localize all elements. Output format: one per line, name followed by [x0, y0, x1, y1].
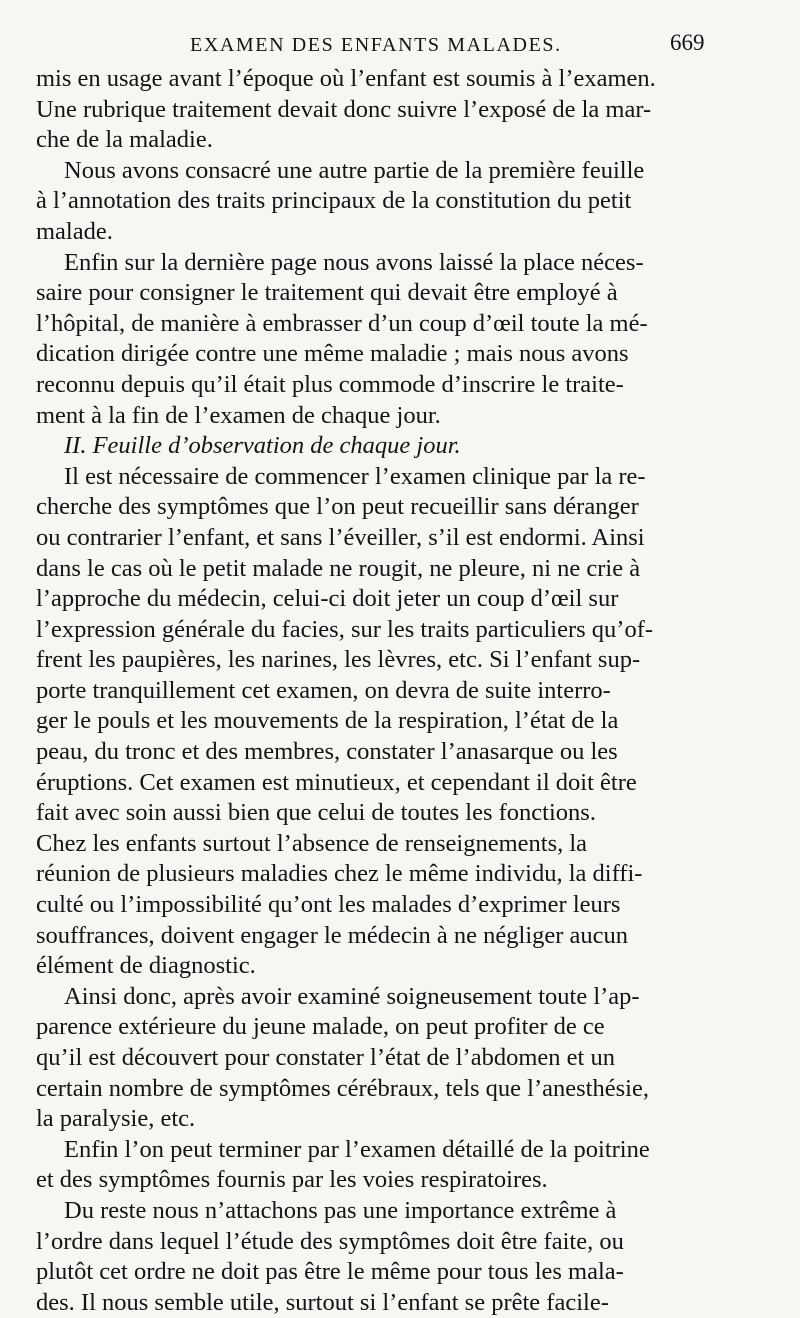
- text-line: dication dirigée contre une même maladie ; mais nous avons: [36, 340, 629, 368]
- text-line: dans le cas où le petit malade ne rougit, ne pleure, ni ne crie à: [36, 554, 641, 582]
- text-line: Nous avons consacré une autre partie de la première feuille: [64, 156, 645, 184]
- text-line: l’hôpital, de manière à embrasser d’un coup d’œil toute la mé-: [36, 309, 648, 337]
- text-line: ment à la fin de l’examen de chaque jour.: [36, 401, 441, 429]
- running-title: EXAMEN DES ENFANTS MALADES.: [190, 34, 562, 56]
- text-line: Enfin l’on peut terminer par l’examen détaillé de la poitrine: [64, 1135, 650, 1163]
- text-line: saire pour consigner le traitement qui devait être employé à: [36, 279, 618, 307]
- text-line: Ainsi donc, après avoir examiné soigneusement toute l’ap-: [64, 982, 640, 1010]
- text-line: reconnu depuis qu’il était plus commode d’inscrire le traite-: [36, 370, 624, 398]
- text-line: plutôt cet ordre ne doit pas être le même pour tous les mala-: [36, 1258, 624, 1286]
- text-line: Du reste nous n’attachons pas une importance extrême à: [64, 1196, 617, 1224]
- text-line: Une rubrique traitement devait donc suivre l’exposé de la mar-: [36, 95, 652, 123]
- text-line: frent les paupières, les narines, les lèvres, etc. Si l’enfant sup-: [36, 646, 641, 674]
- text-line: certain nombre de symptômes cérébraux, tels que l’anesthésie,: [36, 1074, 649, 1102]
- text-line: la paralysie, etc.: [36, 1105, 196, 1133]
- text-line: souffrances, doivent engager le médecin à ne négliger aucun: [36, 921, 629, 949]
- text-line: Il est nécessaire de commencer l’examen clinique par la re-: [64, 462, 646, 490]
- text-line: cherche des symptômes que l’on peut recueillir sans déranger: [36, 493, 639, 521]
- text-line: qu’il est découvert pour constater l’état de l’abdomen et un: [36, 1044, 615, 1071]
- page-number: 669: [670, 30, 705, 55]
- text-line: Chez les enfants surtout l’absence de renseignements, la: [36, 829, 588, 857]
- text-line: malade.: [36, 217, 113, 245]
- text-line: culté ou l’impossibilité qu’ont les malades d’exprimer leurs: [36, 891, 621, 919]
- text-line: parence extérieure du jeune malade, on peut profiter de ce: [36, 1013, 605, 1041]
- body-text: [36, 64, 758, 1318]
- text-line: l’approche du médecin, celui-ci doit jeter un coup d’œil sur: [36, 585, 619, 613]
- text-line: et des symptômes fournis par les voies respiratoires.: [36, 1166, 548, 1194]
- text-line: l’expression générale du facies, sur les traits particuliers qu’of-: [36, 615, 654, 643]
- text-line: che de la maladie.: [36, 126, 213, 154]
- text-line: réunion de plusieurs maladies chez le même individu, la diffi-: [36, 860, 643, 888]
- text-line: ou contrarier l’enfant, et sans l’éveiller, s’il est endormi. Ainsi: [36, 523, 645, 551]
- text-line: à l’annotation des traits principaux de la constitution du petit: [36, 187, 632, 215]
- text-line: éruptions. Cet examen est minutieux, et cependant il doit être: [36, 768, 637, 796]
- text-line: II. Feuille d’observation de chaque jour.: [64, 432, 461, 460]
- text-line: porte tranquillement cet examen, on devra de suite interro-: [36, 676, 611, 704]
- page-header: [0, 30, 800, 64]
- text-line: peau, du tronc et des membres, constater l’anasarque ou les: [36, 738, 618, 766]
- text-line: fait avec soin aussi bien que celui de toutes les fonctions.: [36, 799, 596, 827]
- text-line: Enfin sur la dernière page nous avons laissé la place néces-: [64, 248, 644, 276]
- text-line: élément de diagnostic.: [36, 952, 256, 980]
- text-line: mis en usage avant l’époque où l’enfant est soumis à l’examen.: [36, 65, 656, 92]
- text-line: ger le pouls et les mouvements de la respiration, l’état de la: [36, 707, 619, 735]
- text-line: l’ordre dans lequel l’étude des symptômes doit être faite, ou: [36, 1227, 624, 1255]
- text-line: des. Il nous semble utile, surtout si l’enfant se prête facile-: [36, 1288, 609, 1316]
